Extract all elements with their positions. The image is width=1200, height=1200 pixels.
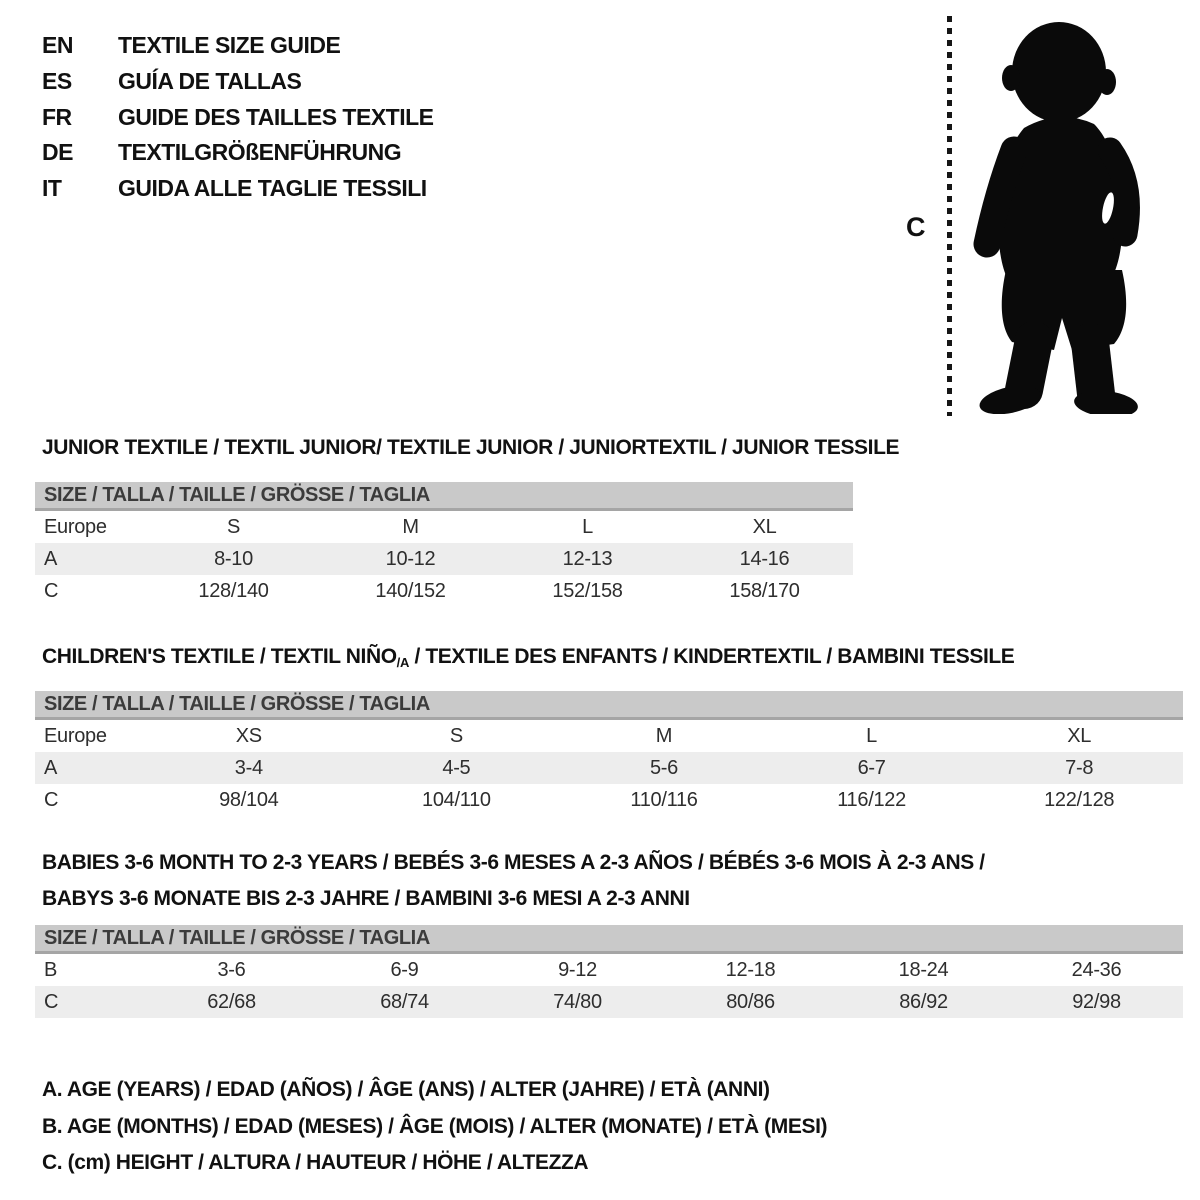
column-header: XS xyxy=(235,724,262,747)
table-cell: 140/152 xyxy=(375,579,446,602)
table-cell: 18-24 xyxy=(898,958,949,981)
children-title-subscript: /A xyxy=(396,655,410,670)
babies-title-line1: BABIES 3-6 MONTH TO 2-3 YEARS / BEBÉS 3-6 MESES A 2-3 AÑOS / BÉBÉS 3-6 MOIS À 2-3 ANS / xyxy=(42,851,985,874)
table-cell: 3-4 xyxy=(234,756,263,779)
children-header-row xyxy=(35,720,1183,752)
junior-header-row xyxy=(35,511,853,543)
table-cell: 10-12 xyxy=(385,547,436,570)
table-cell: 8-10 xyxy=(214,547,253,570)
children-size-table xyxy=(35,691,1183,816)
table-cell: 74/80 xyxy=(553,990,602,1013)
table-cell: 104/110 xyxy=(422,788,491,811)
toddler-silhouette-icon xyxy=(962,12,1190,414)
table-cell: 9-12 xyxy=(558,958,597,981)
children-title-part1: CHILDREN'S TEXTILE / TEXTIL NIÑO xyxy=(42,645,397,668)
babies-row-age xyxy=(35,954,1183,986)
children-row-height xyxy=(35,784,1183,816)
language-label-en: TEXTILE SIZE GUIDE xyxy=(118,32,341,58)
junior-row-height xyxy=(35,575,853,607)
legend-line-c: C. (cm) HEIGHT / ALTURA / HAUTEUR / HÖHE / ALTEZZA xyxy=(42,1151,589,1174)
region-label: Europe xyxy=(44,515,107,538)
table-cell: 116/122 xyxy=(837,788,906,811)
table-cell: 12-18 xyxy=(725,958,776,981)
language-code-de: DE xyxy=(42,139,73,166)
junior-row-age xyxy=(35,543,853,575)
table-cell: 62/68 xyxy=(207,990,256,1013)
table-cell: 6-7 xyxy=(857,756,886,779)
table-cell: 3-6 xyxy=(217,958,246,981)
children-section-title xyxy=(42,645,1014,670)
table-cell: 110/116 xyxy=(630,788,698,811)
height-dashed-line-icon xyxy=(947,16,952,416)
table-cell: 14-16 xyxy=(739,547,790,570)
babies-section-title xyxy=(42,845,985,917)
legend-line-b: B. AGE (MONTHS) / EDAD (MESES) / ÂGE (MOIS) / ALTER (MONATE) / ETÀ (MESI) xyxy=(42,1114,828,1138)
row-label: C xyxy=(44,579,59,602)
babies-title-line2: BABYS 3-6 MONATE BIS 2-3 JAHRE / BAMBINI 3-6 MESI A 2-3 ANNI xyxy=(42,887,690,910)
column-header: S xyxy=(226,515,241,538)
babies-size-table xyxy=(35,925,1183,1018)
language-label-it: GUIDA ALLE TAGLIE TESSILI xyxy=(118,175,427,202)
row-label: C xyxy=(44,990,59,1013)
height-measure-label: C xyxy=(906,212,926,242)
row-label: A xyxy=(44,547,58,570)
table-cell: 80/86 xyxy=(726,990,775,1013)
column-header: L xyxy=(866,724,877,747)
table-cell: 158/170 xyxy=(729,579,800,602)
row-label: C xyxy=(44,788,59,811)
table-cell: 128/140 xyxy=(198,579,269,602)
table-cell: 152/158 xyxy=(552,579,623,602)
language-label-es: GUÍA DE TALLAS xyxy=(118,67,302,94)
language-label-fr: GUIDE DES TAILLES TEXTILE xyxy=(118,103,434,130)
table-cell: 12-13 xyxy=(562,547,613,570)
column-header: L xyxy=(582,515,593,538)
junior-size-header-bar: SIZE / TALLA / TAILLE / GRÖSSE / TAGLIA xyxy=(35,482,853,511)
language-code-es: ES xyxy=(42,67,72,94)
junior-section-title: JUNIOR TEXTILE / TEXTIL JUNIOR/ TEXTILE JUNIOR / JUNIORTEXTIL / JUNIOR TESSILE xyxy=(42,436,900,459)
region-label: Europe xyxy=(44,724,107,747)
language-code-fr: FR xyxy=(42,103,72,130)
column-header: XL xyxy=(752,515,777,538)
table-cell: 98/104 xyxy=(219,788,279,811)
column-header: M xyxy=(655,724,673,747)
table-cell: 68/74 xyxy=(380,990,429,1013)
table-cell: 5-6 xyxy=(649,756,678,779)
row-label: B xyxy=(44,958,58,981)
junior-size-table xyxy=(35,482,853,607)
row-label: A xyxy=(44,756,58,779)
children-row-age xyxy=(35,752,1183,784)
children-size-header-bar: SIZE / TALLA / TAILLE / GRÖSSE / TAGLIA xyxy=(35,691,1183,720)
children-title-part2: / TEXTILE DES ENFANTS / KINDERTEXTIL / BAMBINI TESSILE xyxy=(409,645,1015,668)
table-cell: 86/92 xyxy=(899,990,948,1013)
language-list xyxy=(42,28,434,207)
babies-row-height xyxy=(35,986,1183,1018)
babies-size-header-bar: SIZE / TALLA / TAILLE / GRÖSSE / TAGLIA xyxy=(35,925,1183,954)
table-cell: 4-5 xyxy=(442,756,471,779)
language-label-de: TEXTILGRÖßENFÜHRUNG xyxy=(118,139,402,166)
measure-legend xyxy=(42,1072,827,1182)
table-cell: 6-9 xyxy=(390,958,419,981)
table-cell: 92/98 xyxy=(1072,990,1121,1013)
language-code-en: EN xyxy=(42,32,73,58)
table-cell: 7-8 xyxy=(1065,756,1094,779)
column-header: M xyxy=(402,515,419,538)
table-cell: 122/128 xyxy=(1044,788,1115,811)
column-header: XL xyxy=(1067,724,1092,747)
table-cell: 24-36 xyxy=(1071,958,1122,981)
column-header: S xyxy=(449,724,463,747)
legend-line-a: A. AGE (YEARS) / EDAD (AÑOS) / ÂGE (ANS) / ALTER (JAHRE) / ETÀ (ANNI) xyxy=(42,1078,770,1101)
language-code-it: IT xyxy=(42,175,62,202)
